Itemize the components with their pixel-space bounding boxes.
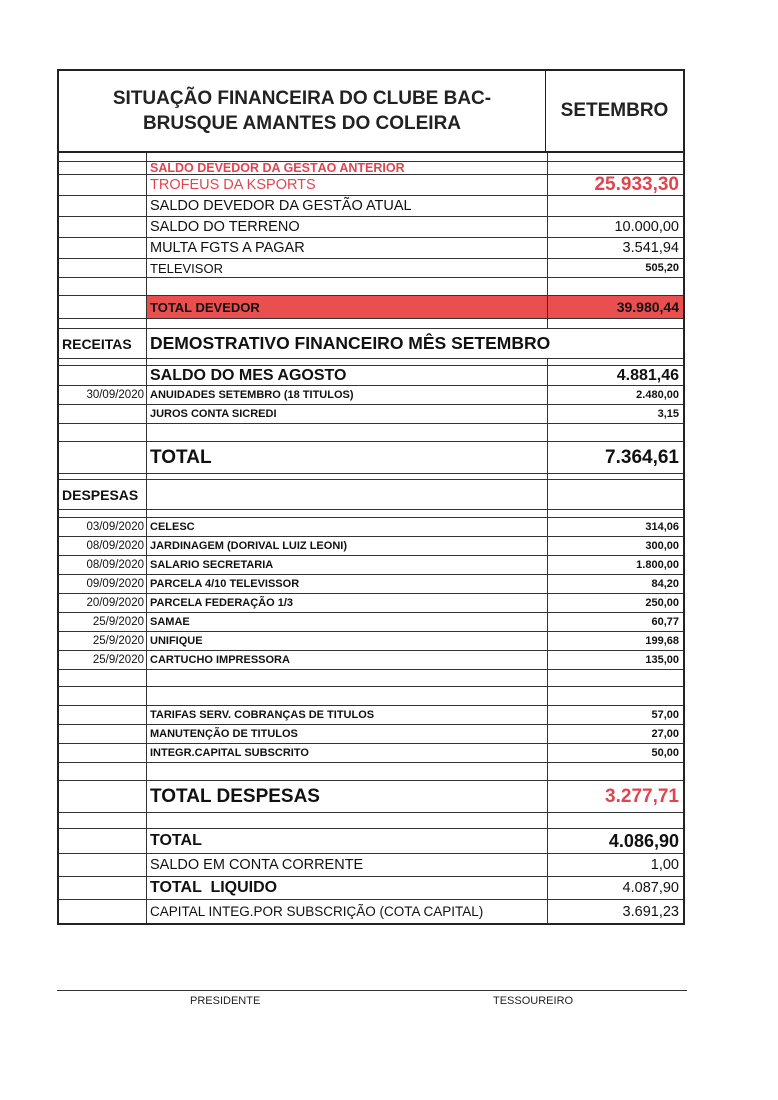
row-label: JUROS CONTA SICREDI (147, 405, 548, 423)
row-date: 30/09/2020 (59, 386, 147, 404)
financial-statement-table (57, 69, 685, 925)
table-row (59, 238, 683, 259)
row-label: INTEGR.CAPITAL SUBSCRITO (147, 744, 548, 762)
total-debt-value: 39.980,44 (548, 296, 683, 318)
tv-label: TELEVISOR (147, 259, 548, 277)
row-value: 250,00 (645, 597, 679, 609)
month-label: SETEMBRO (560, 100, 669, 121)
table-row (59, 175, 683, 196)
revenue-total-value: 7.364,61 (605, 446, 679, 468)
row-value: 3,15 (657, 408, 679, 420)
expenses-total-label: TOTAL DESPESAS (147, 781, 548, 812)
row-label: CELESC (147, 518, 548, 536)
land-label: SALDO DO TERRENO (147, 217, 548, 237)
row-label: SAMAE (147, 613, 548, 631)
row-value: 135,00 (645, 654, 679, 666)
title-line-2: BRUSQUE AMANTES DO COLEIRA (142, 113, 462, 134)
spacer-row (59, 813, 683, 829)
row-date (59, 405, 147, 423)
fee-list (59, 706, 683, 763)
spacer-row (59, 153, 683, 162)
row-value: 84,20 (651, 578, 679, 590)
table-row (59, 259, 683, 278)
president-signature-label: PRESIDENTE (190, 995, 261, 1007)
capital-value: 3.691,23 (622, 903, 679, 920)
table-row (59, 518, 683, 537)
title-line-1: SITUAÇÃO FINANCEIRA DO CLUBE BAC- (112, 88, 492, 109)
table-row (59, 651, 683, 670)
table-row (59, 575, 683, 594)
table-row (59, 706, 683, 725)
table-row (59, 744, 683, 763)
summary-total-value: 4.086,90 (608, 830, 679, 851)
expenses-heading-row (59, 480, 683, 510)
row-value: 27,00 (651, 728, 679, 740)
row-label: UNIFIQUE (147, 632, 548, 650)
table-row (59, 613, 683, 632)
row-value: 314,06 (645, 521, 679, 533)
table-row (59, 217, 683, 238)
checking-label: SALDO EM CONTA CORRENTE (147, 854, 548, 876)
table-row (59, 900, 683, 923)
table-row (59, 366, 683, 386)
expenses-section-label: DESPESAS (59, 480, 147, 509)
row-value: 60,77 (651, 616, 679, 628)
table-row (59, 725, 683, 744)
tv-value: 505,20 (645, 262, 679, 274)
row-label: CARTUCHO IMPRESSORA (147, 651, 548, 669)
spacer-row (59, 319, 683, 329)
spacer-row (59, 278, 683, 296)
net-total-label: TOTAL LIQUIDO (147, 877, 548, 899)
expenses-total-row (59, 781, 683, 813)
trophies-value: 25.933,30 (594, 174, 679, 195)
capital-label: CAPITAL INTEG.POR SUBSCRIÇÃO (COTA CAPITAL) (147, 900, 548, 923)
expense-list (59, 518, 683, 670)
row-date: 25/9/2020 (59, 613, 147, 631)
land-value: 10.000,00 (614, 219, 679, 235)
table-row (59, 405, 683, 424)
revenue-total-row (59, 442, 683, 474)
row-label: PARCELA FEDERAÇÃO 1/3 (147, 594, 548, 612)
row-value: 2.480,00 (636, 389, 679, 401)
table-row (59, 877, 683, 900)
row-value: 57,00 (651, 709, 679, 721)
table-row (59, 162, 683, 175)
summary-total-row (59, 829, 683, 854)
statement-title (59, 71, 545, 151)
table-row (59, 632, 683, 651)
previous-debt-label: SALDO DEVEDOR DA GESTÃO ANTERIOR (147, 162, 548, 174)
fgts-label: MULTA FGTS A PAGAR (147, 238, 548, 258)
row-label: ANUIDADES SETEMBRO (18 TITULOS) (147, 386, 548, 404)
signature-line (57, 990, 687, 991)
row-value: 1.800,00 (636, 559, 679, 571)
spacer-row (59, 510, 683, 518)
spacer-row (59, 359, 683, 366)
summary-total-label: TOTAL (147, 829, 548, 853)
table-row (59, 386, 683, 405)
row-value: 50,00 (651, 747, 679, 759)
row-label: TARIFAS SERV. COBRANÇAS DE TITULOS (147, 706, 548, 724)
row-date: 08/09/2020 (59, 556, 147, 574)
total-debt-row (59, 296, 683, 319)
revenue-section-label: RECEITAS (59, 329, 147, 358)
statement-header (59, 71, 683, 153)
total-debt-label: TOTAL DEVEDOR (147, 296, 548, 318)
spacer-row (59, 424, 683, 442)
row-date: 20/09/2020 (59, 594, 147, 612)
table-row (59, 556, 683, 575)
table-row (59, 854, 683, 877)
row-date: 08/09/2020 (59, 537, 147, 555)
table-row (59, 537, 683, 556)
treasurer-signature-label: TESSOUREIRO (493, 995, 574, 1007)
row-date: 09/09/2020 (59, 575, 147, 593)
spacer-row (59, 670, 683, 687)
row-date: 25/9/2020 (59, 632, 147, 650)
current-debt-label: SALDO DEVEDOR DA GESTÃO ATUAL (147, 196, 548, 216)
august-balance-label: SALDO DO MES AGOSTO (147, 366, 548, 385)
row-label: MANUTENÇÃO DE TITULOS (147, 725, 548, 743)
trophies-label: TROFEUS DA KSPORTS (147, 175, 548, 195)
table-row (59, 594, 683, 613)
spacer-row (59, 687, 683, 706)
row-date: 25/9/2020 (59, 651, 147, 669)
row-label: PARCELA 4/10 TELEVISSOR (147, 575, 548, 593)
revenue-heading: DEMOSTRATIVO FINANCEIRO MÊS SETEMBRO (150, 333, 551, 353)
spacer-row (59, 763, 683, 781)
expenses-total-value: 3.277,71 (605, 785, 679, 807)
fgts-value: 3.541,94 (622, 240, 679, 256)
august-balance-value: 4.881,46 (616, 366, 679, 384)
row-value: 199,68 (645, 635, 679, 647)
revenue-total-label: TOTAL (147, 442, 548, 473)
checking-value: 1,00 (650, 857, 679, 873)
row-value: 300,00 (645, 540, 679, 552)
revenue-heading-row (59, 329, 683, 359)
row-label: JARDINAGEM (DORIVAL LUIZ LEONI) (147, 537, 548, 555)
row-date: 03/09/2020 (59, 518, 147, 536)
net-total-value: 4.087,90 (622, 880, 679, 896)
row-label: SALARIO SECRETARIA (147, 556, 548, 574)
table-row (59, 196, 683, 217)
